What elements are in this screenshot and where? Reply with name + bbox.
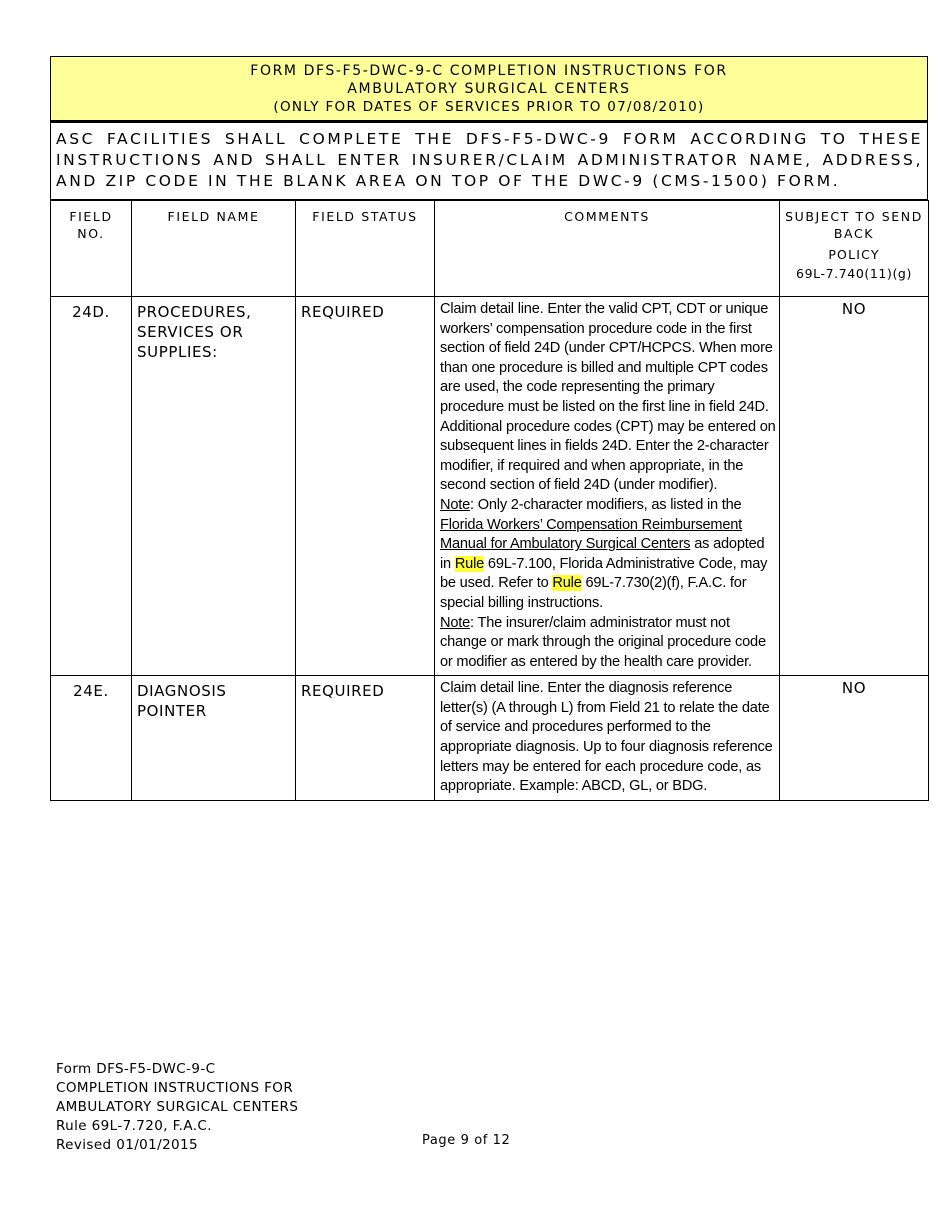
footer-title-line2: AMBULATORY SURGICAL CENTERS bbox=[56, 1099, 299, 1115]
footer-title-line1: COMPLETION INSTRUCTIONS FOR bbox=[56, 1080, 294, 1096]
field-status: REQUIRED bbox=[296, 297, 435, 676]
footer-revised-date: Revised 01/01/2015 bbox=[56, 1137, 199, 1153]
form-title-banner bbox=[50, 56, 928, 121]
field-name: DIAGNOSIS POINTER bbox=[132, 676, 296, 801]
col-header-field-status: FIELD STATUS bbox=[296, 201, 435, 297]
footer-rule: Rule 69L-7.720, F.A.C. bbox=[56, 1118, 212, 1134]
form-title-line1: FORM DFS-F5-DWC-9-C COMPLETION INSTRUCTIONS FOR bbox=[250, 63, 728, 79]
table-row bbox=[51, 676, 929, 801]
send-back-label: SUBJECT TO SEND BACK bbox=[785, 209, 923, 241]
col-header-send-back bbox=[780, 201, 929, 297]
note-text: 69L-7.100, Florida Administrative Code, may be used. Refer to bbox=[440, 555, 768, 592]
form-title-line2: AMBULATORY SURGICAL CENTERS bbox=[347, 81, 631, 97]
col-header-field-no: FIELD NO. bbox=[51, 201, 132, 297]
instructions-sheet bbox=[50, 56, 928, 801]
highlighted-rule: Rule bbox=[454, 555, 485, 572]
note-text: 69L-7.730(2)(f), F.A.C. for special billing instructions. bbox=[440, 575, 747, 611]
form-title-line3: (ONLY FOR DATES OF SERVICES PRIOR TO 07/08/2010) bbox=[273, 99, 705, 115]
instructions-table bbox=[50, 200, 929, 801]
note-label: Note bbox=[440, 496, 471, 513]
table-row bbox=[51, 297, 929, 676]
intro-instructions: ASC FACILITIES SHALL COMPLETE THE DFS-F5-DWC-9 FORM ACCORDING TO THESE INSTRUCTIONS AND SHALL ENTER INSURER/CLAIM ADMINISTRATOR NAME, ADDRESS, AND ZIP CODE IN THE BLANK AREA ON TOP OF THE DWC-9 (CMS-1500) FORM. bbox=[50, 121, 928, 200]
col-header-field-name: FIELD NAME bbox=[132, 201, 296, 297]
page-number: Page 9 of 12 bbox=[422, 1133, 511, 1148]
field-comments bbox=[435, 297, 780, 676]
note-text: as adopted in bbox=[440, 536, 765, 572]
field-comments: Claim detail line. Enter the diagnosis reference letter(s) (A through L) from Field 21 to relate the date of service and procedures performed to the appropriate diagnosis. Up to four diagnosis reference letters may be entered for each procedure code, as appropriate. Example: ABCD, GL, or BDG. bbox=[435, 676, 780, 801]
policy-label: POLICY bbox=[828, 247, 880, 262]
comment-text: Claim detail line. Enter the valid CPT, CDT or unique workers’ compensation procedure code in the first section of field 24D (under CPT/HCPCS. When more than one procedure is billed and multiple CPT codes are used, the code representing the primary procedure must be listed on the first line in field 24D. Additional procedure codes (CPT) may be entered on subsequent lines in fields 24D. Enter the 2-character modifier, if required and when appropriate, in the second section of field 24D (under modifier). bbox=[440, 301, 776, 494]
note-label: Note bbox=[440, 614, 471, 631]
field-status: REQUIRED bbox=[296, 676, 435, 801]
highlighted-rule: Rule bbox=[552, 575, 582, 592]
field-number: 24D. bbox=[51, 297, 132, 676]
policy-rule: 69L-7.740(11)(g) bbox=[796, 266, 912, 281]
note-text: : The insurer/claim administrator must not change or mark through the original procedure code or modifier as entered by the health care provider. bbox=[440, 614, 766, 670]
send-back-value: NO bbox=[780, 676, 929, 801]
send-back-value: NO bbox=[780, 297, 929, 676]
note-text: : Only 2-character modifiers, as listed in the bbox=[470, 496, 742, 513]
col-header-comments: COMMENTS bbox=[435, 201, 780, 297]
page-footer bbox=[56, 1060, 298, 1155]
field-number: 24E. bbox=[51, 676, 132, 801]
footer-form-number: Form DFS-F5-DWC-9-C bbox=[56, 1061, 216, 1077]
reimbursement-manual-title: Florida Workers’ Compensation Reimbursement Manual for Ambulatory Surgical Centers bbox=[440, 516, 743, 553]
field-name: PROCEDURES, SERVICES OR SUPPLIES: bbox=[132, 297, 296, 676]
table-header-row bbox=[51, 201, 929, 297]
